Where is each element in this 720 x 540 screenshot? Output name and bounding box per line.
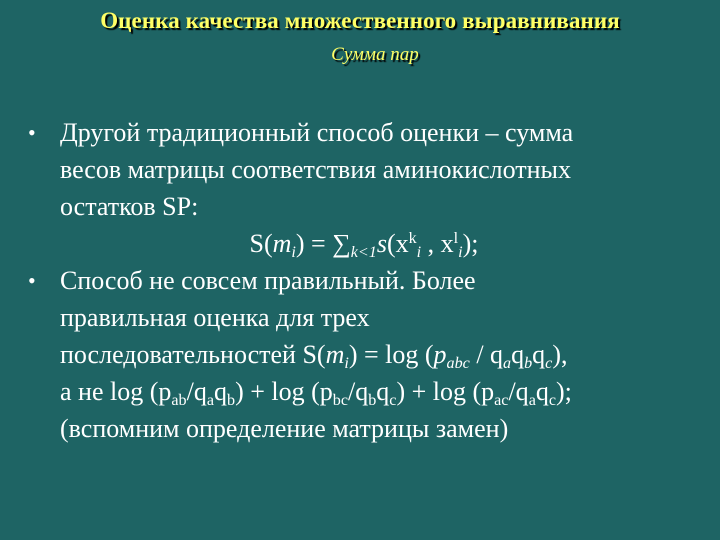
b2-slash-q: / q — [469, 340, 504, 369]
bullet-item-1 — [28, 114, 708, 262]
bullet1-line2: весов матрицы соответствия аминокислотных — [60, 155, 571, 184]
b2l4-end: ); — [556, 377, 572, 406]
b2-b-sub: b — [524, 354, 533, 372]
b2-end: ), — [552, 340, 568, 369]
b2l4-q3: q — [535, 377, 549, 406]
b2l4-a-sub2: a — [528, 391, 536, 409]
bullet2-line5: (вспомним определение матрицы замен) — [60, 414, 509, 443]
bullet2-line1: Способ не совсем правильный. Более — [60, 266, 476, 295]
formula-i-sub-2: i — [416, 243, 422, 261]
b2-a-sub: a — [503, 354, 512, 372]
b2l4-ab-sub: ab — [171, 391, 187, 409]
b2l4-slash3: /q — [508, 377, 529, 406]
formula-k-sub: k<1 — [350, 243, 377, 261]
bullet-dot: • — [28, 268, 36, 293]
slide-title: Оценка качества множественного выравнивания — [100, 8, 620, 33]
formula-i-sub: i — [291, 243, 296, 261]
b2l4-plus1: ) + log (p — [235, 377, 333, 406]
formula-close: ); — [462, 229, 479, 258]
b2l4-bc-sub: bc — [332, 391, 348, 409]
bullet-dot: • — [28, 120, 36, 145]
b2-abc-sub: abc — [446, 354, 470, 372]
b2l4-start: а не log (p — [60, 377, 172, 406]
formula-s-fn: s — [376, 229, 387, 258]
b2-c-sub: c — [545, 354, 553, 372]
b2l4-ac-sub: ac — [494, 391, 509, 409]
b2l4-plus2: ) + log (p — [396, 377, 495, 406]
bullet2-line2: правильная оценка для трех — [60, 303, 370, 332]
b2l4-slash2: /q — [347, 377, 369, 406]
b2-i-sub: i — [344, 354, 349, 372]
formula-l-sup: l — [453, 230, 459, 248]
formula-m: m — [272, 229, 292, 258]
b2-mid: ) = log ( — [348, 340, 434, 369]
formula-k-sup: k — [408, 230, 417, 248]
bullet1-line3: остатков SP: — [60, 192, 199, 221]
formula-i-sub-3: i — [458, 243, 463, 261]
sp-formula — [60, 225, 708, 262]
formula-s-open: S( — [249, 229, 273, 258]
b2l4-q2: q — [376, 377, 390, 406]
b2l4-a-sub1: a — [206, 391, 214, 409]
b2l4-c-sub1: c — [389, 391, 397, 409]
b2-q-c: q — [532, 340, 546, 369]
b2l4-b-sub2: b — [368, 391, 377, 409]
bullet2-line4 — [60, 373, 708, 410]
b2-q-b: q — [511, 340, 525, 369]
formula-open-x: (x — [386, 229, 409, 258]
slide-content — [28, 114, 708, 447]
b2-p: p — [433, 340, 447, 369]
b2-m: m — [325, 340, 345, 369]
b2l4-q1: q — [214, 377, 227, 406]
bullet2-line3 — [60, 336, 708, 373]
formula-eq-sum: ) = ∑ — [295, 229, 351, 258]
formula-comma-x: , x — [421, 229, 454, 258]
b2l4-c-sub2: c — [548, 391, 556, 409]
b2l4-b-sub1: b — [227, 391, 236, 409]
bullet1-line1: Другой традиционный способ оценки – сумма — [60, 118, 574, 147]
b2-prefix: последовательностей S( — [60, 340, 326, 369]
slide-subtitle: Сумма пар — [331, 44, 419, 65]
bullet-item-2 — [28, 262, 708, 447]
b2l4-slash1: /q — [186, 377, 207, 406]
